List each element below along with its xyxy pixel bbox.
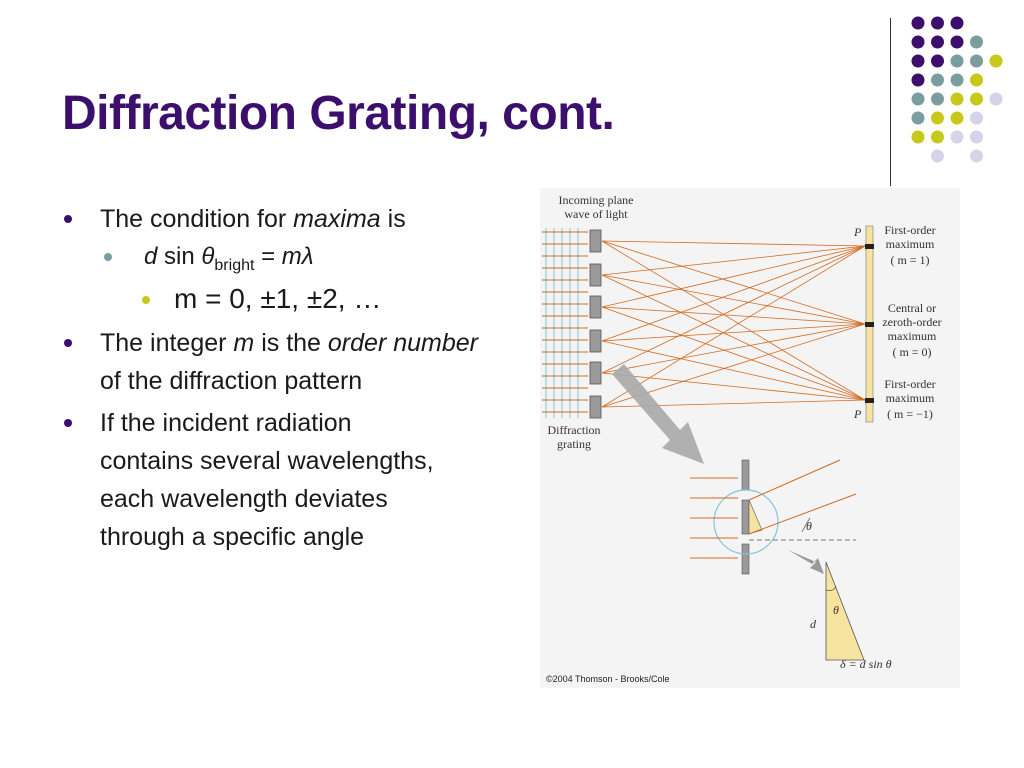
decorative-dot — [912, 131, 925, 144]
decorative-dot — [951, 74, 964, 87]
decorative-dot — [912, 36, 925, 49]
label-first-1: First-order — [884, 223, 936, 237]
label-delta: δ = d sin θ — [840, 657, 892, 671]
decorative-dot — [951, 55, 964, 68]
bullet-several-wavelengths — [62, 404, 440, 556]
eq-theta: θ — [201, 243, 215, 270]
bullet-text: is — [380, 205, 406, 233]
bullet-dot — [104, 253, 112, 261]
decorative-dot — [951, 93, 964, 106]
bullet-order-values — [62, 280, 502, 318]
label-firstneg-2: maximum — [885, 391, 935, 405]
eq-d: d — [144, 243, 158, 270]
label-firstneg-3: ( m = −1) — [887, 407, 933, 421]
decorative-dot — [970, 150, 983, 163]
copyright-text: ©2004 Thomson - Brooks/Cole — [546, 674, 670, 684]
label-p-bottom: P — [854, 407, 862, 421]
decorative-dot — [951, 112, 964, 125]
max-m1-mark — [865, 244, 874, 249]
decorative-dot — [912, 74, 925, 87]
decorative-dot — [970, 131, 983, 144]
max-mneg1-mark — [865, 398, 874, 403]
decorative-dot — [951, 131, 964, 144]
label-central-3: maximum — [887, 329, 937, 343]
bullet-dot — [142, 296, 150, 304]
label-incoming-2: wave of light — [564, 207, 628, 221]
eq-m-lambda: mλ — [281, 243, 314, 270]
bullet-maxima-condition — [62, 200, 502, 238]
eq-sin: sin — [157, 243, 202, 270]
diffraction-grating-figure — [540, 188, 960, 688]
decorative-dot — [990, 55, 1003, 68]
bullet-text: is the — [254, 329, 328, 357]
bullet-text: The integer — [100, 329, 234, 357]
decorative-dot — [912, 55, 925, 68]
label-theta-triangle: θ — [833, 603, 839, 617]
decorative-dot — [951, 36, 964, 49]
label-grating-2: grating — [557, 437, 591, 451]
decorative-dot — [931, 17, 944, 30]
label-first-3: ( m = 1) — [890, 253, 930, 267]
bullet-list — [62, 200, 502, 556]
bullet-text: If the incident radiation contains several wavelengths, each wavelength deviates through a specific angle — [100, 409, 434, 551]
decorative-dot — [970, 93, 983, 106]
bullet-text: m = 0, ±1, ±2, … — [174, 283, 382, 314]
decorative-dot — [951, 17, 964, 30]
decorative-dot-grid — [0, 0, 1024, 200]
decorative-dot — [970, 74, 983, 87]
bullet-order-number — [62, 324, 502, 400]
bullet-emphasis: order number — [327, 329, 478, 357]
label-incoming-1: Incoming plane — [558, 193, 634, 207]
bullet-equation — [62, 238, 502, 276]
decorative-dot — [970, 36, 983, 49]
label-firstneg-1: First-order — [884, 377, 936, 391]
decorative-dot — [912, 112, 925, 125]
bullet-dot — [64, 339, 72, 347]
label-theta-detail: θ — [806, 519, 812, 533]
slide-title: Diffraction Grating, cont. — [62, 87, 615, 140]
bullet-text: The condition for — [100, 205, 294, 233]
label-p-top: P — [854, 225, 862, 239]
decorative-dot — [970, 55, 983, 68]
decorative-dot — [970, 112, 983, 125]
decorative-dot — [931, 112, 944, 125]
label-first-2: maximum — [885, 237, 935, 251]
bullet-dot — [64, 419, 72, 427]
label-central-2: zeroth-order — [882, 315, 942, 329]
decorative-dot — [912, 93, 925, 106]
decorative-dot — [931, 150, 944, 163]
bullet-emphasis: m — [233, 329, 255, 357]
eq-equals: = — [254, 243, 282, 270]
label-central-1: Central or — [887, 301, 937, 315]
decorative-dot — [931, 93, 944, 106]
decorative-dot — [931, 36, 944, 49]
bullet-emphasis: maxima — [293, 205, 381, 233]
decorative-dot — [931, 74, 944, 87]
decorative-dot — [990, 93, 1003, 106]
label-central-4: ( m = 0) — [892, 345, 932, 359]
decorative-dot — [931, 55, 944, 68]
label-grating-1: Diffraction — [547, 423, 601, 437]
bullet-dot — [64, 215, 72, 223]
max-m0-mark — [865, 322, 874, 327]
decorative-dot — [912, 17, 925, 30]
eq-subscript: bright — [214, 256, 255, 274]
decorative-dot — [931, 131, 944, 144]
label-d: d — [810, 617, 816, 631]
decorative-divider — [890, 18, 891, 186]
bullet-text: of the diffraction pattern — [100, 367, 363, 395]
